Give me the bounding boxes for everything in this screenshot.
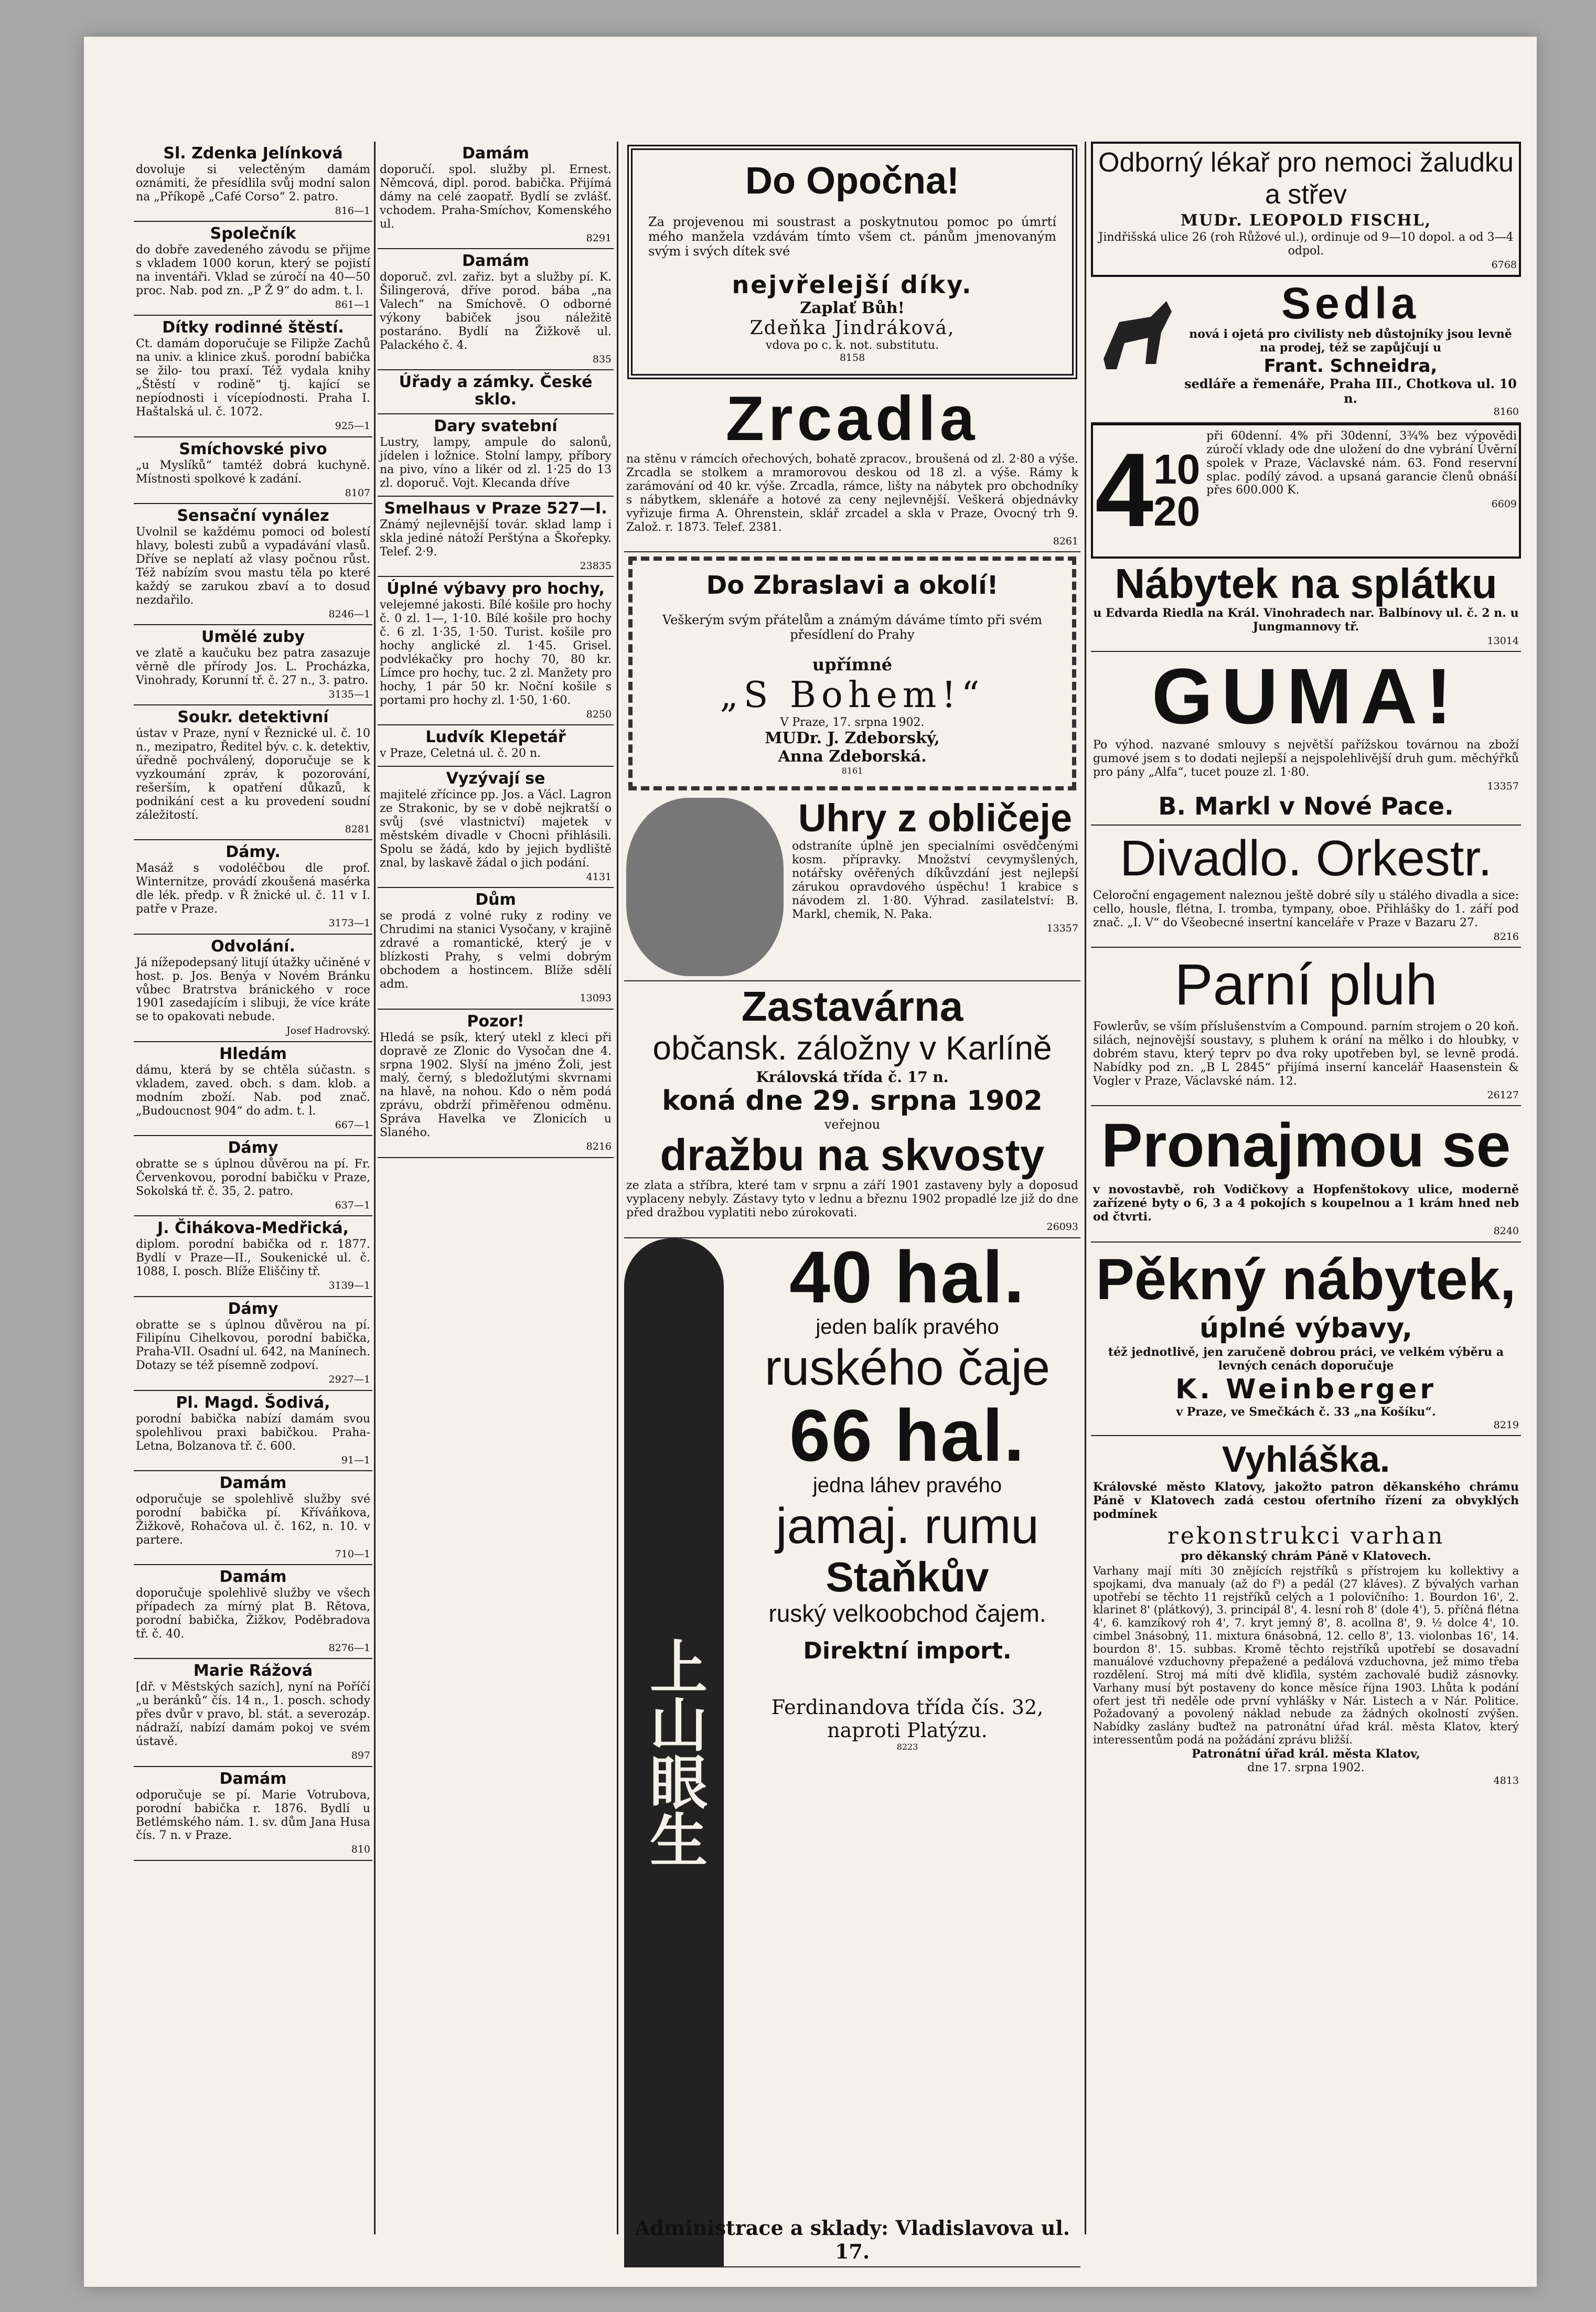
ad-number: 925—1 — [335, 420, 370, 432]
ad-number: 8161 — [841, 766, 863, 776]
classified-ad — [134, 1391, 372, 1471]
ad-title: Pronajmou se — [1101, 1111, 1511, 1181]
ad-number: 4813 — [1493, 1774, 1519, 1786]
ad-heading: Úřady a zámky. České sklo. — [399, 373, 593, 409]
ad-urok — [1091, 423, 1521, 559]
ad-body: Lustry, lampy, ampule do salonů, jídelen i ložnice. Stolní lampy, příbory na pivo, víno a likér od zl. 1·25 do 13 zl. doporuč. Vojt. Klecanda dříve — [380, 436, 612, 490]
ad-title: Do Zbraslavi a okolí! — [706, 571, 999, 601]
ad-body: doporučuje spolehlivě služby ve všech případech za mírný plat B. Rětova, porodní babička, Žižkov, Poděbradova tř. č. 40. — [136, 1587, 370, 1641]
ad-body: obratte se s úplnou důvěrou na pí. Fr. Červenkovou, porodní babičku v Praze, Sokolská tř. č. 35, 2. patro. — [136, 1158, 370, 1198]
chinese-vertical-sign — [624, 1238, 724, 2266]
ad-title: Uhry z obličeje — [798, 796, 1073, 840]
ad-number: 26127 — [1487, 1089, 1519, 1101]
ad-title: Odborný lékař pro nemoci žaludku a střev — [1098, 147, 1514, 210]
ad-uhry — [624, 795, 1080, 981]
classified-ad — [134, 1042, 372, 1136]
ad-body: [dř. v Městských sazích], nyní na Poříčí „u beránků“ čís. 14 n., 1. posch. schody přes dvůr v pravo, bl. stát. a severozáp. nádraží, nabízí damám pokoj ve svém ústavě. — [136, 1681, 370, 1749]
ad-line: pro děkanský chrám Páně v Klatovech. — [1181, 1549, 1431, 1564]
ad-nabytek-splatky — [1091, 559, 1521, 652]
ad-number: 13357 — [1046, 922, 1078, 934]
ad-number: 8160 — [1493, 406, 1519, 418]
ad-number: 8261 — [1053, 535, 1078, 547]
ad-number: 8291 — [586, 232, 612, 244]
ad-sedla — [1091, 277, 1521, 423]
ad-heading: Damám — [219, 1769, 287, 1788]
ad-address: Ferdinandova třída čís. 32, naproti Platýzu. — [771, 1696, 1044, 1742]
ad-body: Já nížepodepsaný litují útažky učiněné v host. p. Jos. Benýa v Novém Bránku vůbec Bratrstva bránického v roce 1901 zasedajícím i slibuji, že více kráte se to opakovati nebude. — [136, 956, 370, 1024]
ad-number: 6609 — [1491, 498, 1517, 510]
ad-line: Direktní import. — [803, 1637, 1012, 1664]
classified-ad — [134, 1659, 372, 1767]
newspaper-page — [84, 37, 1537, 2287]
ad-body: Celoroční engagement naleznou ještě dobré síly u stálého divadla a sice: cello, housle, flétna, I. tromba, tympany, oboe. Přihlášky do 1. září pod znač. „I. V“ do Všeobecné insertní kanceláře v Praze v Bazaru 27. — [1093, 889, 1519, 929]
ad-heading: Sensační vynález — [177, 506, 329, 525]
ad-body: na stěnu v rámcích ořechových, bohatě zpracov., broušená od zl. 2·80 a výše. Zrcadla se stolkem a mramorovou deskou od 18 zl. a výše. Rámy k zarámování od 40 kr. výše. Zrcadla, rámce, lišty na nábytek pro obchodníky s nábytkem, sklenáře a hotové za ceny nejlevnější. Veškerá objednávky vyřizuje firma A. Ohrenstein, sklář zrcadel a skla v Praze, Ovocný trh 9. Založ. r. 1873. Telef. 2381. — [626, 453, 1078, 534]
classified-ad — [378, 767, 614, 888]
ad-emphasis: rekonstrukci varhan — [1167, 1523, 1445, 1550]
ad-body: velejemné jakosti. Bílé košile pro hochy č. 0 zl. 1—, 1·10. Bílé košile pro hochy č. 6 zl. 1·35, 1·50. Turist. košile pro hochy anglické zl. 1·45. Grisel. podvlékačky pro hochy 70, 80 kr. Límce pro hochy, tuc. 2 zl. Manžety pro hochy, 1 pár 50 kr. Noční košile s portami pro hochy zl. 1·50, 1·60. — [380, 598, 612, 708]
ad-line: jedna láhev pravého — [812, 1473, 1002, 1497]
classified-ad — [378, 142, 614, 249]
ad-parni-pluh — [1091, 948, 1521, 1106]
ad-number: 8107 — [345, 487, 370, 499]
ad-number: 13093 — [580, 992, 612, 1004]
classified-column-2 — [378, 142, 614, 2234]
ad-body: ve zlatě a kaučuku bez patra zasazuje věrně dle přírody Jos. L. Procházka, Vinohrady, Korunní tř. č. 27 n., 3. patro. — [136, 647, 370, 687]
ad-number: 637—1 — [335, 1199, 370, 1211]
vertical-characters: 上山眼生 — [640, 1636, 708, 1868]
ad-body: při 60denní. 4% při 30denní, 3¾% bez výpovědi zúročí vklady ode dne uložení do dne vybrání Úvěrní spolek v Praze, Václavské nám. 63. Fond reservní splac. podílý závod. a upsaná garancie členů obnáší přes 600.000 K. — [1206, 429, 1517, 497]
ad-subtitle: občansk. záložny v Karlíně — [652, 1029, 1052, 1067]
ad-title: Pěkný nábytek, — [1096, 1247, 1516, 1312]
classified-ad — [378, 370, 614, 414]
ad-heading: Damám — [219, 1474, 287, 1493]
ad-body: Hledá se psík, který utekl z kleci při dopravě ze Zlonic do Vysočan dne 4. srpna 1902. Slyší na jméno Žoli, jest malý, černý, s bledožlutými skvrnami na hlavě, na nohou. Kdo o něm podá zprávu, obdrží přiměřenou odměnu. Správa Havelka ve Zlonicích u Slaného. — [380, 1031, 612, 1140]
ad-divadlo — [1091, 826, 1521, 948]
display-ads-column-4 — [1091, 142, 1521, 2234]
ad-heading: Dámy. — [226, 843, 281, 862]
ad-body: ústav v Praze, nyní v Řeznické ul. č. 10 n., mezipatro, Ředitel býv. c. k. detektiv, úředně pochválený, doporučuje se k vyzkoumání zpráv, k pozorování, rešerším, k opatření důkazů, k podnikání cest a ku provedení soudní záležitostí. — [136, 727, 370, 822]
ad-date: V Praze, 17. srpna 1902. — [780, 716, 925, 730]
ad-body: nová i ojetá pro civilisty neb důstojníky jsou levně na prodej, též se zapůjčují u — [1189, 327, 1512, 355]
classified-ad — [134, 1136, 372, 1216]
ad-line: veřejnou — [824, 1117, 881, 1132]
classified-column-1 — [134, 142, 372, 2234]
classified-ad — [134, 504, 372, 625]
ad-heading: Damám — [462, 252, 529, 271]
ad-body: Fowlerův, se vším příslušenstvím a Compound. parním strojem o 20 koň. silách, nejnovější soustavy, s pluhem k orání na mělko i do hloubky, v dobrém stavu, který teprv po dva roky upotřeben byl, se levně prodá. Nabídky pod zn. „B L 2845“ přijímá inserní kancelář Haasenstein & Vogler v Praze, Václavské nám. 12. — [1093, 1020, 1519, 1088]
ad-number: 8216 — [1493, 930, 1519, 943]
ad-body: Za projevenou mi soustrast a poskytnutou pomoc po úmrtí mého manžela vzdávám tímto všem ct. pánům jmenovaným svým i svých dítek své — [648, 215, 1056, 259]
horse-rider-icon — [1093, 280, 1177, 385]
ad-heading: Ludvík Klepetář — [425, 728, 566, 747]
classified-ad — [378, 725, 614, 767]
ad-date: koná dne 29. srpna 1902 — [662, 1085, 1043, 1117]
ad-number: 3135—1 — [328, 688, 370, 700]
ad-heading: Damám — [219, 1568, 287, 1587]
digit: 2 — [1153, 487, 1177, 534]
ad-opocno — [627, 145, 1077, 379]
ad-body: Po výhod. nazvané smlouvy s největší pařížskou továrnou na zboží gumové jsem s to dodati nejlepší a nejspolehlivější druh gum. měchýřků pro pány „Alfa“, tucet pouze zl. 1·80. — [1093, 738, 1519, 779]
ad-number: 2927—1 — [328, 1374, 370, 1386]
classified-ad — [134, 1471, 372, 1565]
ad-title: Parní pluh — [1174, 952, 1438, 1018]
ad-body: v novostavbě, roh Vodičkovy a Hopfenštokovy ulice, moderně zařízené byty o 6, 3 a 4 pokojích s koupelnou a 1 krám hned neb od čtvrti. — [1093, 1183, 1519, 1224]
ad-lekar — [1091, 142, 1521, 277]
ad-body: doporučí. spol. služby pl. Ernest. Němcová, dipl. porod. babička. Přijímá dámy na celé zaopatř. Bydlí se zvlášť. vchodem. Praha-Smíchov, Komenského ul. — [380, 163, 612, 231]
ad-number: 835 — [592, 353, 612, 365]
classified-ad — [134, 935, 372, 1042]
ad-zastavarna — [624, 981, 1080, 1238]
classified-ad — [134, 1297, 372, 1391]
ad-heading: Dary svatební — [434, 417, 558, 436]
ad-body: odporučuje se pí. Marie Votrubova, porodní babička r. 1876. Bydlí u Betlémského nám. 1. sv. dům Jana Husa čís. 7 n. v Praze. — [136, 1788, 370, 1843]
ad-number: 8216 — [586, 1141, 612, 1153]
ad-body: ze zlata a stříbra, které tam v srpnu a září 1901 zastaveny byly a doposud vyplaceny nebyly. Zástavy tyto v lednu a březnu 1902 propadlé lze již do dne před dražbou vyplatiti nebo zúrokovati. — [626, 1179, 1078, 1220]
ad-number: 6768 — [1491, 259, 1517, 271]
classified-ad — [134, 142, 372, 222]
ad-body: doporuč. zvl. zařiz. byt a služby pí. K. Šilingerová, dříve porod. bába „na Valech“ na Smíchově. O odborné výkony babiček jsou náležitě postaráno. Bydlí na Žižkově ul. Palackého č. 4. — [380, 271, 612, 352]
digit: 0 — [1176, 487, 1201, 534]
ad-address: Administrace a sklady: Vladislavova ul. 17. — [634, 2215, 1070, 2263]
ad-number: 3173—1 — [328, 917, 370, 929]
ad-name: Frant. Schneidra, — [1263, 355, 1438, 377]
ad-emphasis: ruského čaje — [764, 1339, 1051, 1396]
ad-number: 8281 — [345, 823, 370, 835]
ad-name: MUDr. LEOPOLD FISCHL, — [1180, 211, 1432, 230]
ad-title: Zrcadla — [725, 383, 979, 454]
ad-body: dovoluje si velectěným damám oznámiti, že přesídlila svůj modní salon na „Příkopě „Café Corso“ 2. patro. — [136, 163, 370, 204]
ad-number: 26093 — [1046, 1221, 1078, 1233]
classified-ad — [134, 1216, 372, 1297]
ad-title: Vyhláška. — [1222, 1439, 1390, 1480]
ad-heading: Vyzývají se — [446, 769, 545, 788]
ad-heading: Dámy — [228, 1299, 279, 1318]
ad-body: Veškerým svým přátelům a známým dáváme tímto při svém přesídlení do Prahy — [662, 613, 1043, 643]
ad-subtitle: úplné výbavy, — [1199, 1313, 1413, 1345]
ad-number: 8276—1 — [328, 1642, 370, 1654]
ad-body: odporučuje se spolehlivě služby své porodní babička pí. Kříváňkova, Žižkově, Rohačova ul. č. 162, n. 10. v partere. — [136, 1493, 370, 1547]
ad-body: Ct. damám doporučuje se Filipže Zachů na univ. a klinice zkuš. porodní babička se žilo- tou praxí. Též vydala knihy „Štěstí v rodině“ tj. kající se nepíodnosti i vícepíodnosti. Praha I. Haštalská ul. č. 1072. — [136, 337, 370, 419]
ad-body: „u Myslíků“ tamtéž dobrá kuchyně. Místnosti spolkové k zadání. — [136, 458, 370, 486]
ad-number: 897 — [351, 1750, 370, 1762]
ad-line: Zaplať Bůh! — [800, 299, 905, 318]
ad-firm: K. Weinberger — [1175, 1374, 1437, 1406]
ad-signature: Anna Zdeborská. — [778, 747, 927, 766]
ad-heading: Dům — [475, 891, 516, 909]
interest-rate-figure — [1095, 429, 1200, 552]
ad-vyhlaska — [1091, 1436, 1521, 1791]
ad-body: do dobře zavedeného závodu se přijme s vkladem 1000 korun, který se pojistí na inventáři. Vklad se zúročí na 40—50 proc. Nab. pod zn. „P Ž 9“ do adm. t. l. — [136, 243, 370, 298]
classified-ad — [134, 316, 372, 437]
ad-number: 13014 — [1487, 635, 1519, 647]
ad-number: 810 — [351, 1844, 370, 1856]
ad-guma — [1091, 652, 1521, 826]
ad-title: Do Opočna! — [745, 160, 959, 202]
ad-number: 8223 — [896, 1742, 918, 1752]
ad-signature: Patronátní úřad král. města Klatov, — [1192, 1747, 1420, 1761]
ad-signature: MUDr. J. Zdeborský, — [765, 729, 940, 748]
classified-ad — [134, 1767, 372, 1861]
ad-number: 667—1 — [335, 1119, 370, 1131]
ad-body: obratte se s úplnou důvěrou na pí. Filipínu Cihelkovou, porodní babička, Praha-VII. Osadní ul. 642, na Manínech. Dotazy se též písemně zodpoví. — [136, 1318, 370, 1373]
ad-number: 8219 — [1493, 1419, 1519, 1431]
ad-address: sedláře a řemenáře, Praha III., Chotkova ul. 10 n. — [1184, 376, 1517, 406]
classified-ad — [134, 1565, 372, 1659]
ad-heading: Odvolání. — [211, 937, 295, 956]
ad-body: porodní babička nabízí damám svou spolehlivou praxi babičkou. Praha-Letna, Bolzanova tř. č. 600. — [136, 1412, 370, 1453]
ad-body: Varhany mají míti 30 znějících rejstříků s přístrojem ku kollektivy a spojkami, dva manualy (až do f³) a pedál (27 kláves). Z bývalých varhan upotřebí se těchto 11 rejstříků celých a 1 polovičního: 1. Bourdon 16', 2. klarinet 8' (plátkový), 3. principál 8', 4. lesní roh 8' (dole 4'), 5. příčná flétna 4', 6. kamzíkový roh 4', 7. kryt jemný 8', 8. acollna 8', 9. ½ dolce 4', 10. cimbel 3násobný, 11. mixtura 6násobná, 12. cello 8', 13. violonbas 16', 14. bourdon 8'. 15. subbas. Kromě těchto rejstříků upotřebí se dosavadní manuálové vzduchovny přepažené a pedálová vzduchovna, jež mimo třeba rozdělení. Stroj má míti dvě kliďila, systém zachovalé budiž zásnovky. Varhany musí být postaveny do konce měsíce října 1903. Lhůta k podání ofert jest tři neděle ode první vyhlášky v Nár. Listech a v Nár. Politice. Požadovaný a povolený náklad nebude za žádných okolností zvýšen. Nabídky zaslány buďtež na patronátní úřad král. města Klatov, který interessentům podá na požádání zprávu bližší. — [1093, 1564, 1519, 1746]
price-66: 66 hal. — [789, 1394, 1025, 1476]
ad-body: majitelé zřícince pp. Jos. a Václ. Lagron ze Strakonic, by se v době nejkratší o svůj (své vlastnictví) majetek v městském divadle v Chocni přihlásili. Spolu se žádá, kdo by jejich bydliště znal, by laskavě žádal o jich podání. — [380, 788, 612, 870]
ad-address: v Praze, ve Smečkách č. 33 „na Košíku“. — [1176, 1405, 1436, 1419]
ad-zbraslav — [628, 556, 1076, 790]
ad-heading: Marie Rážová — [193, 1662, 313, 1681]
ad-body: dámu, která by se chtěla súčastn. s vkladem, zaved. obch. s dam. klob. a modním zboží. Nab. pod znač. „Budoucnost 904“ do adm. t. l. — [136, 1063, 370, 1118]
digit: 4 — [1095, 431, 1154, 549]
ad-emphasis: nejvřelejší díky. — [732, 271, 973, 299]
classified-ad — [378, 577, 614, 725]
digit: 1 — [1153, 445, 1177, 493]
ad-number: 8240 — [1493, 1225, 1519, 1237]
ad-title: Staňkův — [826, 1553, 989, 1600]
ad-number: 710—1 — [335, 1548, 370, 1560]
woman-portrait-illustration — [626, 798, 784, 976]
ad-title: Zastavárna — [741, 983, 963, 1030]
ad-body: Uvolnil se každému pomoci od bolestí hlavy, bolesti zubů a vypadávání vlasů. Dříve se neplatí až vlasy počnou růst. Též nabízím svou mastu těla po které každý se zarukou zbaví a to dosud nezdařilo. — [136, 525, 370, 607]
column-rule — [1085, 142, 1086, 2234]
classified-ad — [134, 705, 372, 840]
ad-line: upřímné — [812, 655, 893, 675]
ad-heading: Sl. Zdenka Jelínková — [163, 144, 343, 163]
ad-body: se prodá z volné ruky z rodiny ve Chrudimi na stanici Vysočany, v krajině zdravé a romantické, který je v blízkosti Prahy, s velmi dobrým obchodem a hostincem. Blíže sdělí adm. — [380, 909, 612, 991]
classified-ad — [134, 437, 372, 504]
ad-line: vdova po c. k. not. substitutu. — [765, 339, 939, 352]
ad-heading: Hledám — [219, 1044, 287, 1063]
ad-heading: Dámy — [228, 1139, 279, 1157]
classified-ad — [378, 249, 614, 370]
ad-title: GUMA! — [1151, 651, 1461, 740]
ad-firm: B. Markl v Nové Pace. — [1158, 791, 1454, 820]
ad-line: Královská třída č. 17 n. — [756, 1068, 949, 1086]
classified-ad — [378, 1010, 614, 1158]
ad-heading: Dítky rodinné štěstí. — [162, 318, 344, 337]
ad-body: v Praze, Celetná ul. č. 20 n. — [380, 747, 541, 761]
ad-number: 4131 — [586, 871, 612, 883]
ad-emphasis: dražbu na skvosty — [660, 1130, 1045, 1180]
ad-line: ruský velkoobchod čajem. — [768, 1599, 1046, 1627]
ad-pronajmou — [1091, 1106, 1521, 1243]
ad-title: Sedla — [1281, 279, 1420, 328]
ad-number: 3139—1 — [328, 1280, 370, 1292]
ad-body: Známý nejlevnější továr. sklad lamp i skla jediné nátoží Perštýna a Škořepky. Telef. 2·9. — [380, 518, 612, 559]
ad-heading: Pozor! — [467, 1012, 524, 1031]
ad-heading: Damám — [462, 144, 529, 163]
ad-number: 13357 — [1487, 780, 1519, 793]
ad-body: Masáž s vodoléčbou dle prof. Winternitze, provádí zkoušená masérka dle lék. předp. v Ř žnické ul. č. 11 v I. patře v Praze. — [136, 862, 370, 916]
ad-heading: J. Čihákova-Medřická, — [157, 1219, 349, 1238]
ad-heading: Pl. Magd. Šodivá, — [176, 1393, 330, 1412]
ad-stankuv-caj — [624, 1235, 1080, 2267]
ad-body: též jednotlivě, jen zaručeně dobrou práci, ve velkém výběru a levných cenách doporučuje — [1108, 1345, 1504, 1373]
ad-signature: Zdeňka Jindráková, — [749, 317, 955, 339]
column-rule — [374, 142, 376, 2234]
classified-ad — [134, 625, 372, 705]
ad-number: 816—1 — [335, 205, 370, 217]
ad-title: Nábytek na splátku — [1115, 560, 1497, 607]
ad-emphasis: jamaj. rumu — [776, 1497, 1039, 1554]
display-ads-column-3 — [624, 142, 1080, 2263]
ad-number: 8158 — [839, 352, 865, 364]
classified-ad — [134, 840, 372, 934]
ad-body: Královské město Klatovy, jakožto patron děkanského chrámu Páně v Klatovech zadá cestou ofertního řízení za obvyklých podmínek — [1093, 1480, 1519, 1522]
ad-pekny-nabytek — [1091, 1243, 1521, 1437]
classified-ad — [378, 414, 614, 497]
ad-heading: Umělé zuby — [201, 628, 305, 647]
ad-body: odstraníte úplně jen specialními osvědčenými kosm. přípravky. Množství cevymyšlených, notářsky ověřených díkůvzdání jest nejlepší zárukou opravdového úspěchu! 1 krabice s návodem zl. 1·80. Výhrad. zasilatelství: B. Markl, chemik, N. Paka. — [792, 840, 1078, 921]
ad-line: jeden balík pravého — [816, 1315, 999, 1339]
ad-heading: Soukr. detektivní — [177, 708, 329, 727]
ad-title: Divadlo. Orkestr. — [1120, 830, 1492, 886]
column-rule — [617, 142, 618, 2234]
ad-number: 23835 — [580, 560, 612, 572]
ad-heading: Úplné výbavy pro hochy, — [387, 580, 605, 598]
ad-heading: Společník — [210, 224, 296, 243]
ad-date: dne 17. srpna 1902. — [1247, 1761, 1365, 1774]
ad-body: diplom. porodní babička od r. 1877. Bydlí v Praze—II., Soukenické ul. č. 1088, I. posch. Blíže Eliščiny tř. — [136, 1238, 370, 1279]
price-40: 40 hal. — [789, 1235, 1025, 1318]
ad-body: Jindřišská ulice 26 (roh Růžové ul.), ordinuje od 9—10 dopol. a od 3—4 odpol. — [1098, 231, 1514, 258]
ad-number: 861—1 — [335, 299, 370, 311]
ad-number: 8246—1 — [328, 608, 370, 620]
classified-ad — [134, 222, 372, 316]
ad-address: u Edvarda Riedla na Král. Vinohradech nar. Balbínovy ul. č. 2 n. u Jungmannovy tř. — [1093, 606, 1519, 634]
ad-number: 8250 — [586, 709, 612, 720]
ad-zrcadla — [624, 382, 1080, 552]
ad-emphasis: „S Bohem!“ — [720, 675, 985, 716]
ad-number: 91—1 — [341, 1454, 370, 1466]
classified-ad — [378, 888, 614, 1009]
classified-ad — [378, 497, 614, 577]
ad-number: Josef Hadrovský. — [286, 1025, 370, 1037]
ad-heading: Smíchovské pivo — [179, 440, 327, 458]
digit: 0 — [1176, 445, 1201, 493]
ad-heading: Smelhaus v Praze 527—I. — [384, 499, 607, 518]
